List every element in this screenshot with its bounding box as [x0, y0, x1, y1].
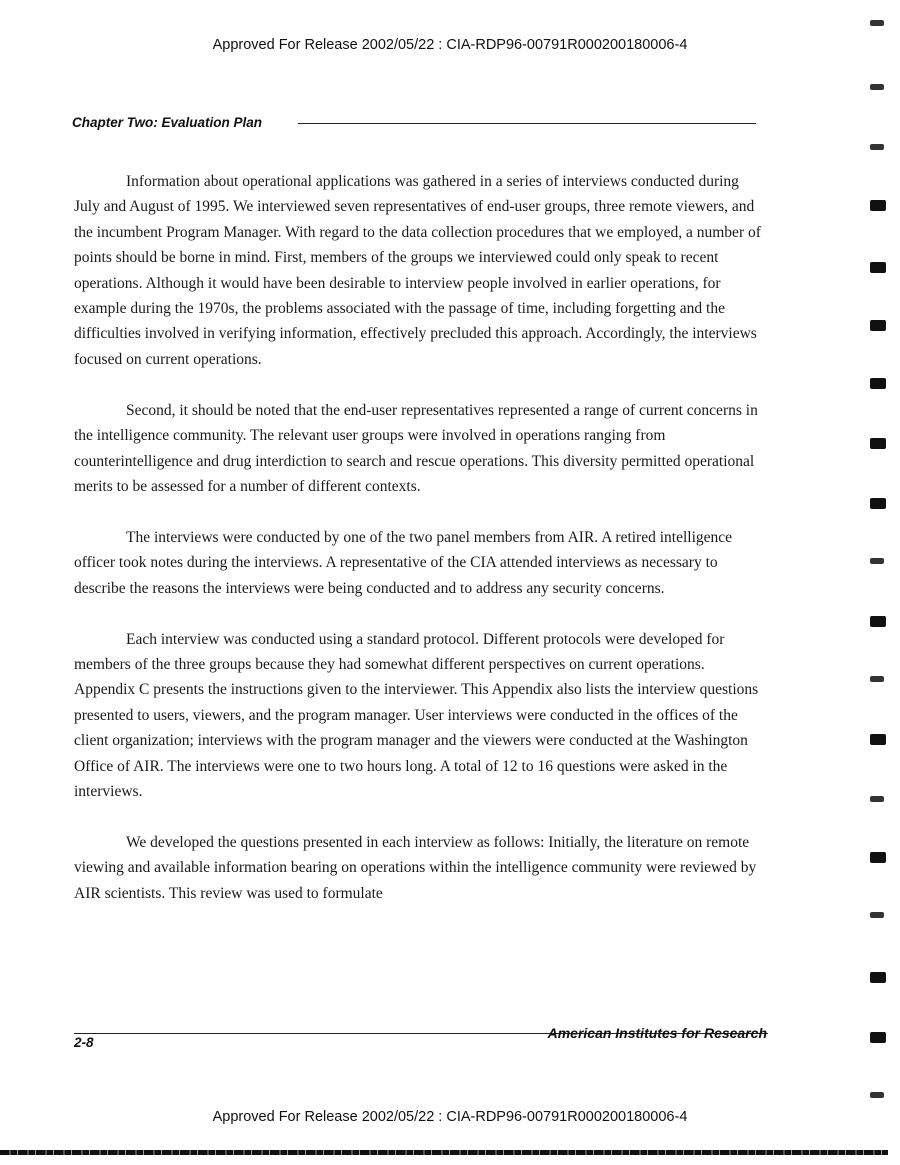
- scan-mark: [870, 1092, 884, 1098]
- scan-edge-strip: [0, 1150, 888, 1155]
- body-text: [74, 169, 764, 932]
- scan-mark: [870, 796, 884, 802]
- scan-mark: [870, 558, 884, 564]
- scan-mark: [870, 852, 886, 863]
- paragraph-5: We developed the questions presented in each interview as follows: Initially, the literature on remote viewing and available information bearing on operations within the intelligence community were reviewed by AIR scientists. This review was used to formulate: [74, 833, 757, 902]
- organization-name: American Institutes for Research: [547, 1025, 767, 1041]
- scan-margin-marks: [870, 0, 894, 1110]
- scan-mark: [870, 20, 884, 26]
- scan-mark: [870, 912, 884, 918]
- release-stamp-top: Approved For Release 2002/05/22 : CIA-RDP96-00791R000200180006-4: [212, 37, 688, 53]
- scan-mark: [870, 676, 884, 682]
- release-stamp-bottom: Approved For Release 2002/05/22 : CIA-RDP96-00791R000200180006-4: [212, 1109, 688, 1125]
- header-rule: [298, 123, 756, 124]
- paragraph-1: Information about operational applications was gathered in a series of interviews conducted during July and August of 1995. We interviewed seven representatives of end-user groups, three remote viewers, and the incumbent Program Manager. With regard to the data collection procedures that we employed, a number of points should be borne in mind. First, members of the groups we interviewed could only speak to recent operations. Although it would have been desirable to interview people involved in earlier operations, for example during the 1970s, the problems associated with the passage of time, including forgetting and the difficulties involved in verifying information, effectively precluded this approach. Accordingly, the interviews focused on current operations.: [74, 173, 761, 368]
- scan-mark: [870, 320, 886, 331]
- scan-mark: [870, 144, 884, 150]
- scan-mark: [870, 972, 886, 983]
- scan-mark: [870, 438, 886, 449]
- chapter-heading: Chapter Two: Evaluation Plan: [72, 115, 263, 130]
- scan-mark: [870, 378, 886, 389]
- scan-mark: [870, 262, 886, 273]
- paragraph-2: Second, it should be noted that the end-user representatives represented a range of current concerns in the intelligence community. The relevant user groups were involved in operations ranging from counterintelligence and drug interdiction to search and rescue operations. This diversity permitted operational merits to be assessed for a number of different contexts.: [74, 401, 758, 495]
- scan-mark: [870, 1032, 886, 1043]
- scan-mark: [870, 498, 886, 509]
- page-number: 2-8: [74, 1035, 94, 1050]
- scan-mark: [870, 734, 886, 745]
- scan-mark: [870, 84, 884, 90]
- scan-mark: [870, 616, 886, 627]
- paragraph-4: Each interview was conducted using a standard protocol. Different protocols were developed for members of the three groups because they had somewhat different perspectives on current operations. Appendix C presents the instructions given to the interviewer. This Appendix also lists the interview questions presented to users, viewers, and the program manager. User interviews were conducted in the offices of the client organization; interviews with the program manager and the viewers were conducted at the Washington Office of AIR. The interviews were one to two hours long. A total of 12 to 16 questions were asked in the interviews.: [74, 630, 759, 801]
- scan-mark: [870, 200, 886, 211]
- paragraph-3: The interviews were conducted by one of the two panel members from AIR. A retired intelligence officer took notes during the interviews. A representative of the CIA attended interviews as necessary to describe the reasons the interviews were being conducted and to address any security concerns.: [74, 528, 733, 597]
